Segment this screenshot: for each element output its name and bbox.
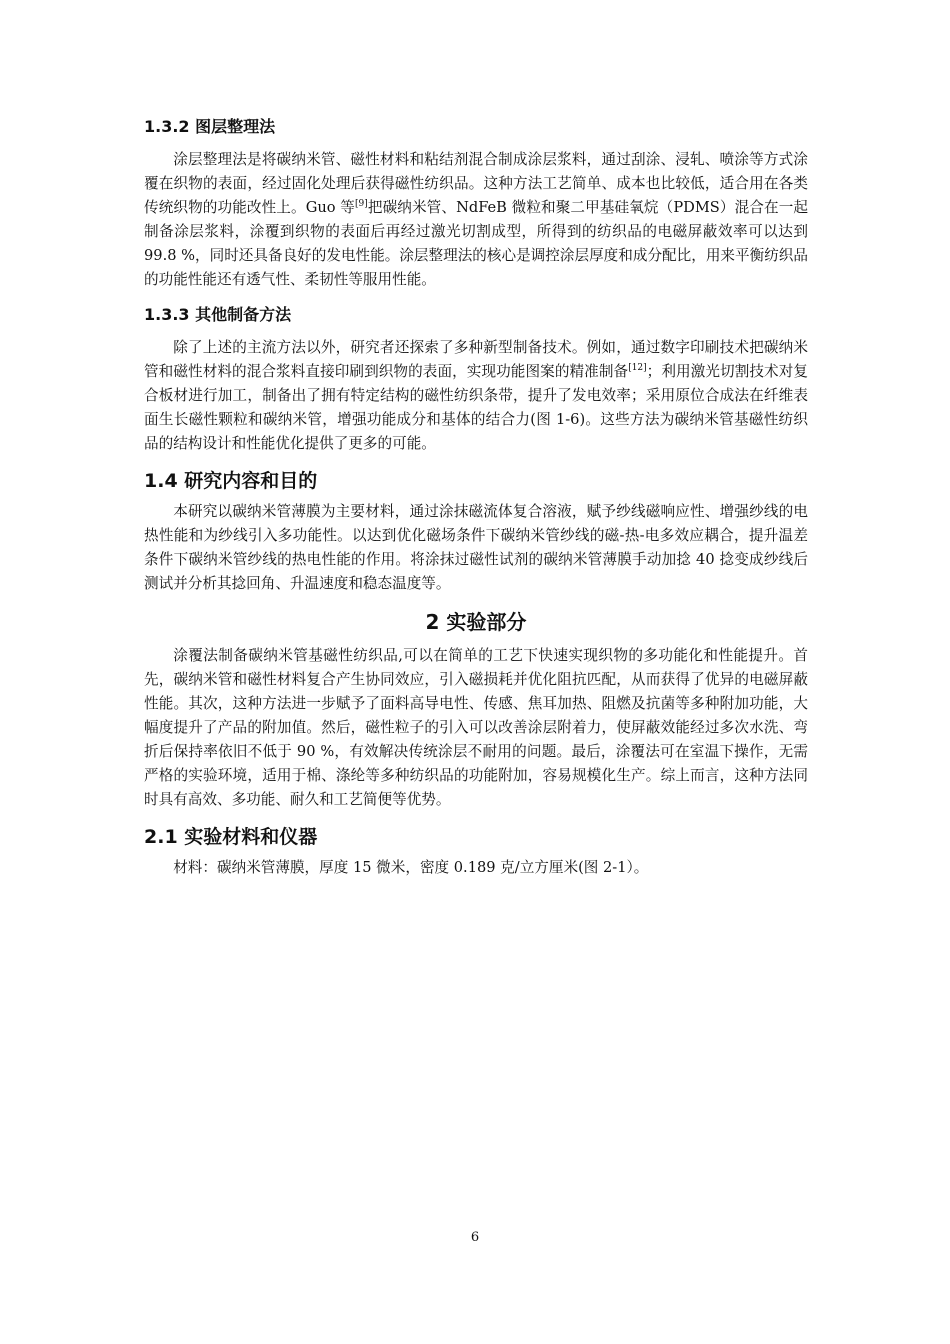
heading-2-1: 2.1 实验材料和仪器 xyxy=(144,826,318,848)
paragraph-research-content: 本研究以碳纳米管薄膜为主要材料，通过涂抹磁流体复合溶液，赋予纱线磁响应性、增强纱线的电热性能和为纱线引入多功能性。以达到优化磁场条件下碳纳米管纱线的磁-热-电多效应耦合，提升温差条件下碳纳米管纱线的热电性能的作用。将涂抹过磁性试剂的碳纳米管薄膜手动加捻 40 捻变成纱线后测试并分析其捻回角、升温速度和稳态温度等。 xyxy=(144,503,808,592)
paragraph-experiment: 涂覆法制备碳纳米管基磁性纺织品,可以在简单的工艺下快速实现织物的多功能化和性能提升。首先，碳纳米管和磁性材料复合产生协同效应，引入磁损耗并优化阻抗匹配，从而获得了优异的电磁屏蔽性能。其次，这种方法进一步赋予了面料高导电性、传感、焦耳加热、阻燃及抗菌等多种附加功能，大幅度提升了产品的附加值。然后，磁性粒子的引入可以改善涂层附着力，使屏蔽效能经过多次水洗、弯折后保持率依旧不低于 90 %，有效解决传统涂层不耐用的问题。最后，涂覆法可在室温下操作，无需严格的实验环境，适用于棉、涤纶等多种纺织品的功能附加，容易规模化生产。综上而言，这种方法同时具有高效、多功能、耐久和工艺简便等优势。 xyxy=(144,647,808,808)
heading-1-3-2: 1.3.2 图层整理法 xyxy=(144,117,276,136)
paragraph-text: ；利用激光切割技术对复合板材进行加工，制备出了拥有特定结构的磁性纺织条带，提升了发电效率；采用原位合成法在纤维表面生长磁性颗粒和碳纳米管，增强功能成分和基体的结合力(图 1-6)。这些方法为碳纳米管基磁性纺织品的结构设计和性能优化提供了更多的可能。 xyxy=(144,363,808,452)
paragraph-text: 涂层整理法是将碳纳米管、磁性材料和粘结剂混合制成涂层浆料，通过刮涂、浸轧、喷涂等方式涂覆在织物的表面，经过固化处理后获得磁性纺织品。这种方法工艺简单、成本也比较低，适合用在各类传统织物的功能改性上。Guo 等 xyxy=(144,151,808,216)
heading-1-4: 1.4 研究内容和目的 xyxy=(144,470,318,492)
paragraph-coating-method xyxy=(144,148,808,292)
citation-ref: [12] xyxy=(628,363,647,374)
heading-1-3-3: 1.3.3 其他制备方法 xyxy=(144,305,292,324)
paragraph-text: 把碳纳米管、NdFeB 微粒和聚二甲基硅氧烷（PDMS）混合在一起制备涂层浆料，涂覆到织物的表面后再经过激光切割成型，所得到的纺织品的电磁屏蔽效率可以达到 99.8 %，同时还具备良好的发电性能。涂层整理法的核心是调控涂层厚度和成分配比，用来平衡纺织品的功能性能还有透气性、柔韧性等服用性能。 xyxy=(144,199,809,288)
page-body xyxy=(144,112,808,888)
page-number: 6 xyxy=(470,1230,480,1245)
citation-ref: [9] xyxy=(355,199,368,210)
paragraph-materials: 材料：碳纳米管薄膜，厚度 15 微米，密度 0.189 克/立方厘米(图 2-1）。 xyxy=(173,859,649,876)
paragraph-other-methods xyxy=(144,336,808,456)
heading-chapter-2: 2 实验部分 xyxy=(425,610,527,634)
paragraph-text: 除了上述的主流方法以外，研究者还探索了多种新型制备技术。例如，通过数字印刷技术把碳纳米管和磁性材料的混合浆料直接印刷到织物的表面，实现功能图案的精准制备 xyxy=(144,339,808,380)
